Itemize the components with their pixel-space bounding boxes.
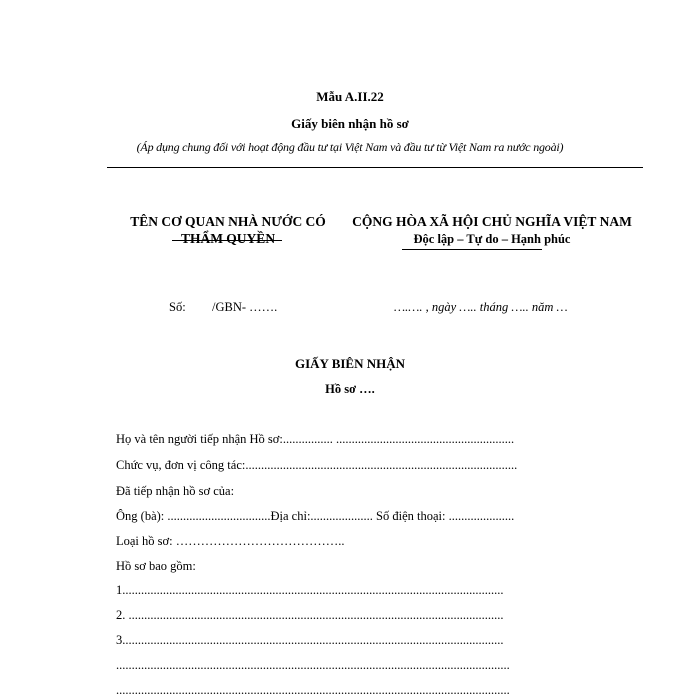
receipt-title: GIẤY BIÊN NHẬN [294,356,406,371]
reference-number-label: Số: [169,300,186,314]
field-received-from: Đã tiếp nhận hồ sơ của: [116,484,235,498]
date-line: ….…. , ngày ….. tháng ….. năm … [394,300,568,314]
field-dossier-includes: Hồ sơ bao gồm: [116,559,196,573]
field-item-blank-1: .............................................................................................................................. [116,658,510,672]
field-item-blank-2: .............................................................................................................................. [116,683,510,697]
field-applicant-contact: Ông (bà): .................................Địa chỉ:.................... Số điện thoại: ..................... [116,509,515,523]
document-subtitle: (Áp dụng chung đối với hoạt động đầu tư tại Việt Nam và đầu tư từ Việt Nam ra nước ngoài) [136,140,564,154]
document-title: Giấy biên nhận hồ sơ [291,116,409,131]
agency-name-line1: TÊN CƠ QUAN NHÀ NƯỚC CÓ [130,214,326,229]
field-item-3: 3.......................................................................................................................... [116,633,504,647]
field-dossier-type: Loại hồ sơ: ………………………………….. [116,534,345,548]
receipt-subtitle: Hồ sơ …. [325,382,375,396]
field-position-unit: Chức vụ, đơn vị công tác:....................................................................................... [116,458,518,472]
motto-underline [402,249,542,250]
form-code: Mẫu A.II.22 [316,89,384,104]
field-receiver-name: Họ và tên người tiếp nhận Hồ sơ:................ ......................................................... [116,432,515,446]
nation-motto: Độc lập – Tự do – Hạnh phúc [413,232,571,246]
agency-underline [172,240,282,241]
header-rule [107,167,643,168]
field-item-1: 1.......................................................................................................................... [116,583,504,597]
field-item-2: 2. ........................................................................................................................ [116,608,504,622]
nation-name: CỘNG HÒA XÃ HỘI CHỦ NGHĨA VIỆT NAM [352,214,632,229]
agency-name-line2: THẨM QUYỀN [180,231,276,246]
reference-number-value: /GBN- ……. [212,300,278,314]
